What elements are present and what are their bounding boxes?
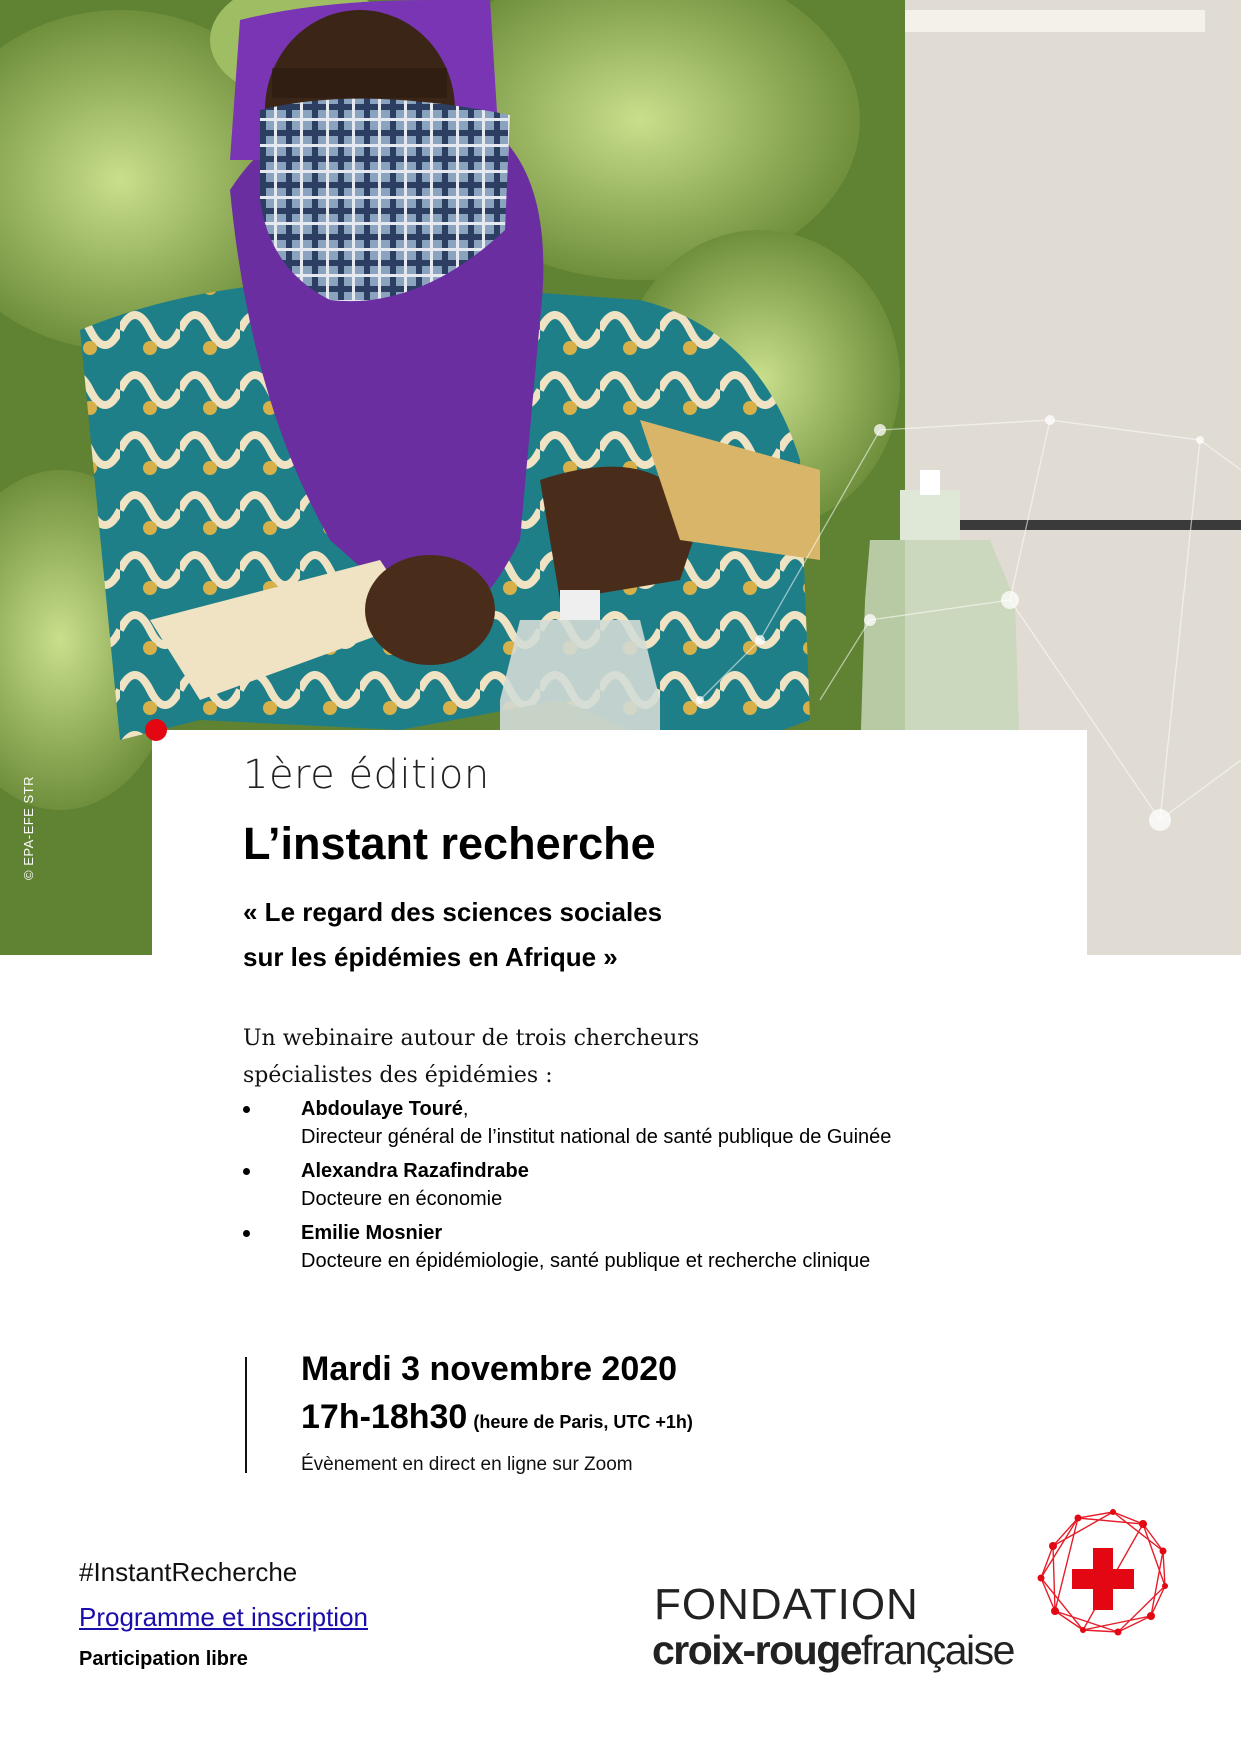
event-timezone: (heure de Paris, UTC +1h): [473, 1412, 693, 1432]
speaker-name-suffix: ,: [462, 1098, 469, 1120]
subtitle-line-1: « Le regard des sciences sociales: [243, 897, 663, 927]
logo-bold-text: croix-rouge: [652, 1627, 862, 1673]
intro-line-1: Un webinaire autour de trois chercheurs: [243, 1026, 700, 1051]
bullet-icon: [243, 1106, 250, 1113]
photo-credit: © EPA-EFE STR: [21, 776, 36, 880]
speaker-list: [243, 1096, 1123, 1282]
date-divider: [245, 1357, 247, 1473]
intro-text: [243, 1020, 1043, 1094]
subtitle-line-2: sur les épidémies en Afrique »: [243, 942, 618, 972]
red-cross-network-logo-icon: [1033, 1506, 1173, 1638]
event-time: 17h-18h30: [301, 1398, 468, 1436]
bullet-icon: [243, 1230, 250, 1237]
intro-line-2: spécialistes des épidémies :: [243, 1063, 553, 1088]
speaker-role: Docteure en économie: [301, 1188, 503, 1210]
logo-light-text: française: [861, 1627, 1014, 1673]
speaker-role: Directeur général de l’institut national de santé publique de Guinée: [301, 1126, 892, 1148]
program-registration-link[interactable]: Programme et inscription: [79, 1602, 368, 1632]
speaker-item: [243, 1096, 1123, 1151]
speaker-item: [243, 1158, 1123, 1213]
event-format: Évènement en direct en ligne sur Zoom: [301, 1454, 633, 1475]
hashtag: #InstantRecherche: [79, 1557, 298, 1587]
logo-brand-text: [652, 1627, 1014, 1674]
edition-label: 1ère édition: [243, 752, 490, 798]
red-accent-dot: [145, 719, 167, 741]
participation-note: Participation libre: [79, 1648, 248, 1670]
speaker-name: Abdoulaye Touré: [301, 1098, 463, 1120]
event-time-line: [301, 1398, 693, 1437]
event-date: Mardi 3 novembre 2020: [301, 1350, 678, 1388]
speaker-name: Alexandra Razafindrabe: [301, 1160, 529, 1182]
speaker-name: Emilie Mosnier: [301, 1222, 443, 1244]
page-title: L’instant recherche: [243, 818, 656, 869]
speaker-role: Docteure en épidémiologie, santé publique et recherche clinique: [301, 1250, 871, 1272]
speaker-name-line: [301, 1096, 1123, 1123]
bullet-icon: [243, 1168, 250, 1175]
subtitle: [243, 890, 943, 980]
speaker-item: [243, 1220, 1123, 1275]
logo-fondation-text: FONDATION: [654, 1580, 919, 1629]
